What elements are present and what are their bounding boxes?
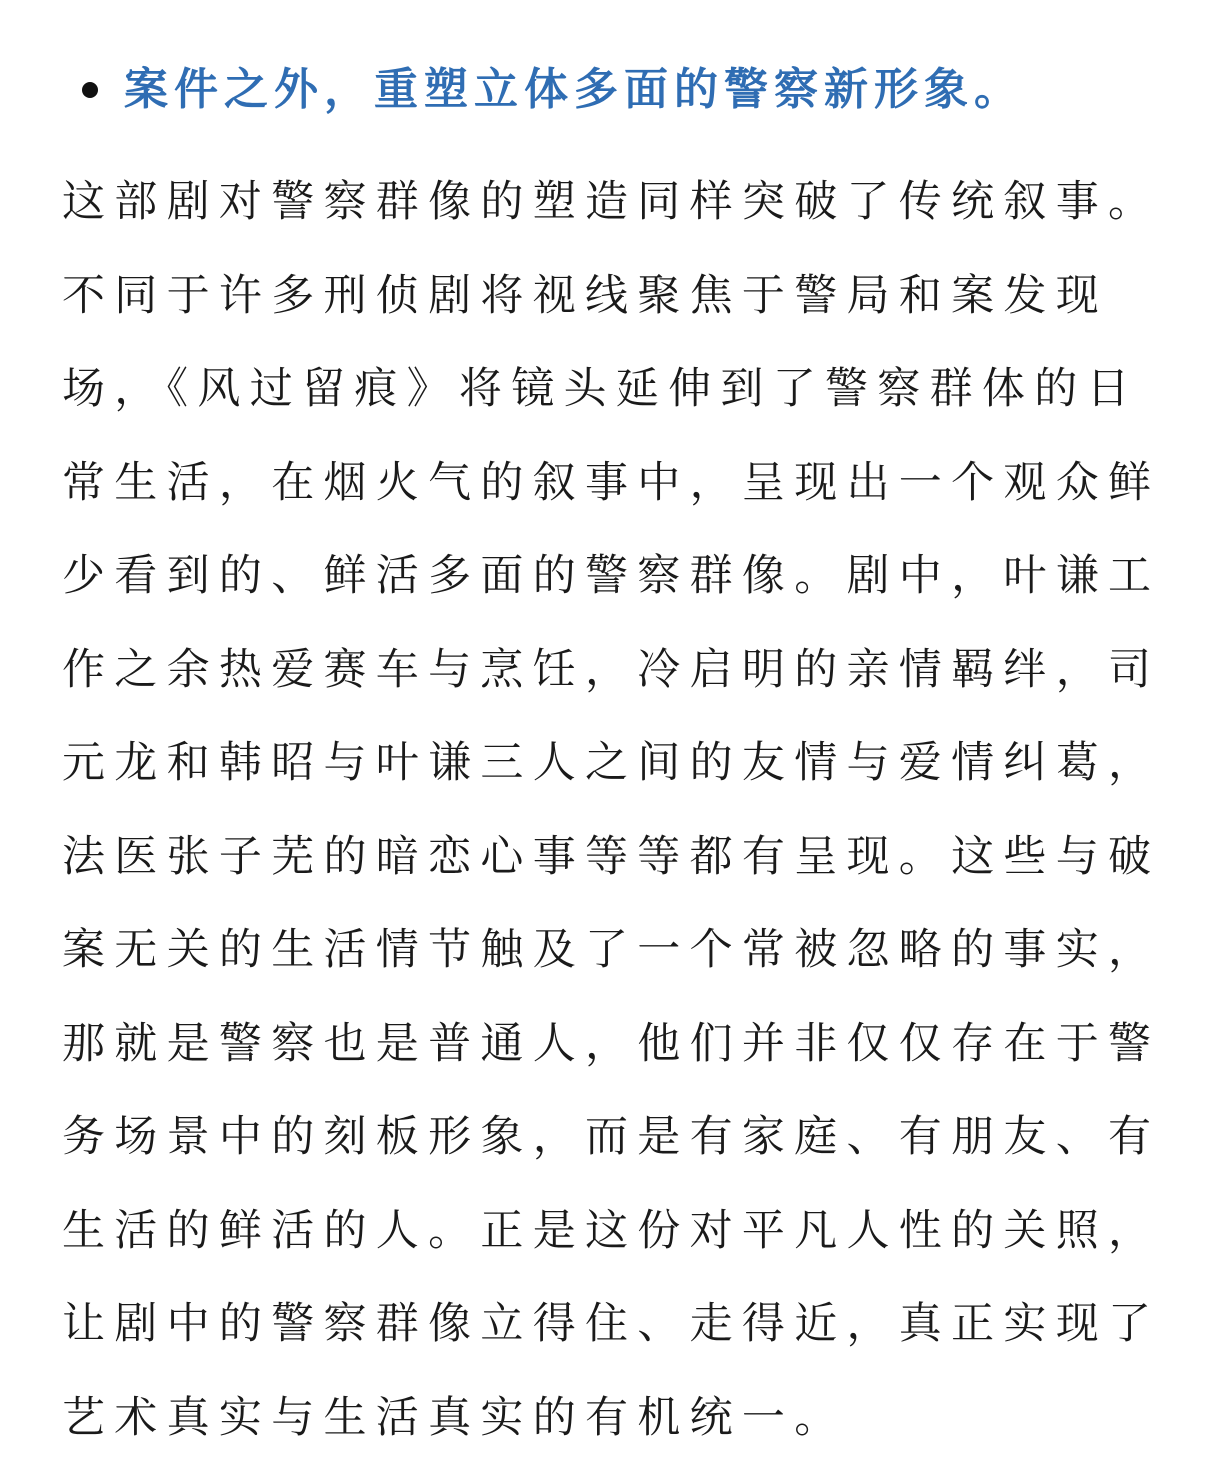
paragraph-line: 法医张子芜的暗恋心事等等都有呈现。这些与破 <box>62 831 1161 882</box>
paragraph-line: 常生活，在烟火气的叙事中，呈现出一个观众鲜 <box>62 457 1161 508</box>
paragraph-line: 作之余热爱赛车与烹饪，冷启明的亲情羁绊，司 <box>62 644 1161 695</box>
paragraph-line: 不同于许多刑侦剧将视线聚焦于警局和案发现 <box>62 270 1108 321</box>
body-paragraph <box>62 156 1161 1465</box>
paragraph-line: 生活的鲜活的人。正是这份对平凡人性的关照， <box>62 1205 1161 1256</box>
paragraph-line: 那就是警察也是普通人，他们并非仅仅存在于警 <box>62 1018 1161 1069</box>
section-heading: 案件之外，重塑立体多面的警察新形象。 <box>124 64 1024 115</box>
section-heading-row <box>82 58 1152 122</box>
bullet-dot-icon <box>82 82 98 98</box>
paragraph-line: 务场景中的刻板形象，而是有家庭、有朋友、有 <box>62 1112 1161 1162</box>
paragraph-line: 少看到的、鲜活多面的警察群像。剧中，叶谦工 <box>62 551 1161 601</box>
article <box>62 58 1161 1465</box>
paragraph-line: 案无关的生活情节触及了一个常被忽略的事实， <box>62 925 1161 975</box>
paragraph-line: 这部剧对警察群像的塑造同样突破了传统叙事。 <box>62 177 1161 227</box>
paragraph-line: 让剧中的警察群像立得住、走得近，真正实现了 <box>62 1299 1161 1349</box>
paragraph-line: 场，《风过留痕》将镜头延伸到了警察群体的日 <box>62 364 1139 414</box>
paragraph-line: 艺术真实与生活真实的有机统一。 <box>62 1392 847 1443</box>
paragraph-line: 元龙和韩昭与叶谦三人之间的友情与爱情纠葛， <box>62 738 1161 788</box>
